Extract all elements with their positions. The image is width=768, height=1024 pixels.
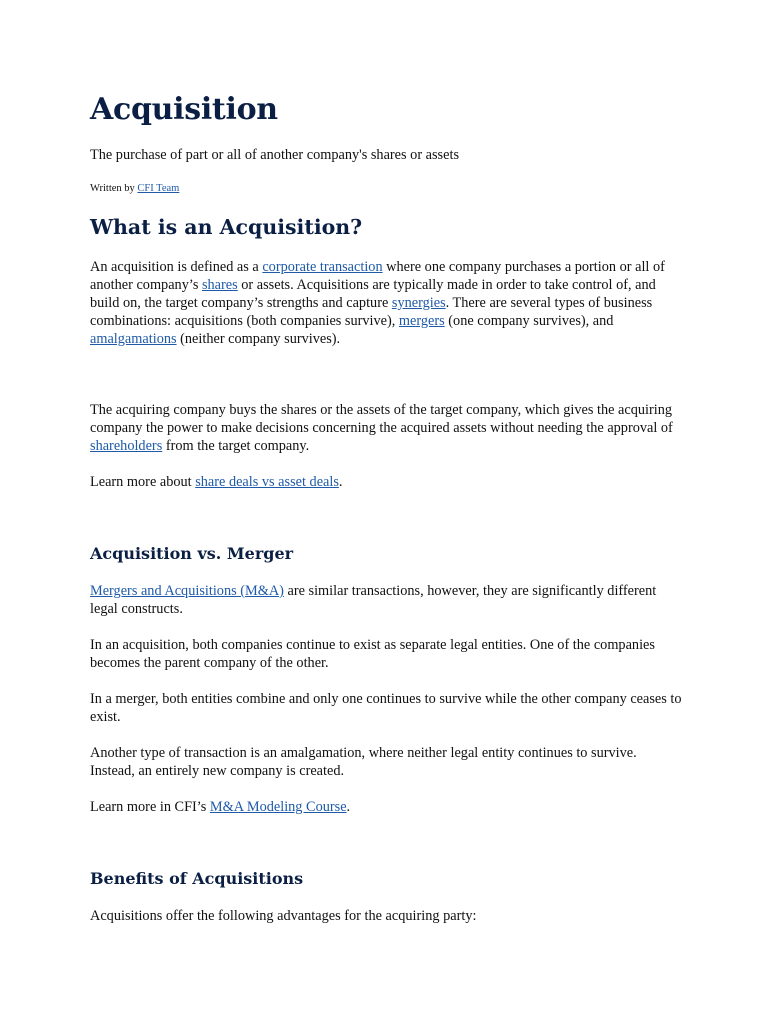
text-span: . bbox=[346, 799, 351, 815]
paragraph-benefits-intro: Acquisitions offer the following advantages for the acquiring party: bbox=[90, 908, 477, 924]
text-span: (neither company survives). bbox=[176, 331, 341, 347]
link-ma-modeling-course[interactable]: M&A Modeling Course bbox=[209, 799, 347, 815]
paragraph-learn-more-course bbox=[90, 798, 685, 816]
page-title: Acquisition bbox=[90, 92, 278, 127]
link-synergies[interactable]: synergies bbox=[391, 295, 446, 311]
link-amalgamations[interactable]: amalgamations bbox=[90, 331, 177, 347]
paragraph-acquiring-company bbox=[90, 401, 685, 455]
paragraph-learn-more-deals bbox=[90, 473, 685, 491]
link-shares[interactable]: shares bbox=[201, 277, 238, 293]
text-span: where one company purchases a portion or all of another company’s bbox=[90, 259, 665, 293]
author-link[interactable]: CFI Team bbox=[137, 183, 180, 194]
paragraph-amalgamation: Another type of transaction is an amalgamation, where neither legal entity continues to survive. Instead, an entirely new company is created. bbox=[90, 745, 637, 779]
text-span: are similar transactions, however, they are significantly different legal constructs. bbox=[90, 583, 657, 617]
byline-prefix: Written by bbox=[90, 183, 138, 194]
text-span: Learn more about bbox=[90, 474, 196, 490]
text-span: from the target company. bbox=[162, 438, 310, 454]
link-shareholders[interactable]: shareholders bbox=[90, 438, 163, 454]
text-span: . There are several types of business combinations: acquisitions (both companies survive), bbox=[90, 295, 653, 329]
link-share-vs-asset-deals[interactable]: share deals vs asset deals bbox=[195, 474, 339, 490]
text-span: or assets. Acquisitions are typically made in order to take control of, and build on, the target company’s strengths and capture bbox=[90, 277, 656, 311]
text-span: An acquisition is defined as a bbox=[90, 259, 263, 275]
link-corporate-transaction[interactable]: corporate transaction bbox=[262, 259, 383, 275]
link-mergers-and-acquisitions[interactable]: Mergers and Acquisitions (M&A) bbox=[90, 583, 284, 599]
text-span: . bbox=[338, 474, 343, 490]
heading-acquisition-vs-merger: Acquisition vs. Merger bbox=[90, 544, 294, 563]
page-subtitle: The purchase of part or all of another company's shares or assets bbox=[90, 147, 460, 163]
paragraph-ma bbox=[90, 582, 685, 618]
paragraph-merger-entities: In a merger, both entities combine and only one continues to survive while the other company ceases to exist. bbox=[90, 691, 682, 725]
heading-what-is: What is an Acquisition? bbox=[90, 215, 363, 239]
paragraph-definition bbox=[90, 258, 685, 348]
heading-benefits: Benefits of Acquisitions bbox=[90, 869, 304, 888]
text-span: The acquiring company buys the shares or the assets of the target company, which gives the acquiring company the power to make decisions concerning the acquired assets without needing the approval of bbox=[90, 402, 673, 436]
text-span: (one company survives), and bbox=[444, 313, 614, 329]
text-span: Learn more in CFI’s bbox=[90, 799, 210, 815]
link-mergers[interactable]: mergers bbox=[398, 313, 445, 329]
byline bbox=[90, 182, 685, 196]
paragraph-acquisition-entities: In an acquisition, both companies continue to exist as separate legal entities. One of the companies becomes the parent company of the other. bbox=[90, 637, 655, 671]
